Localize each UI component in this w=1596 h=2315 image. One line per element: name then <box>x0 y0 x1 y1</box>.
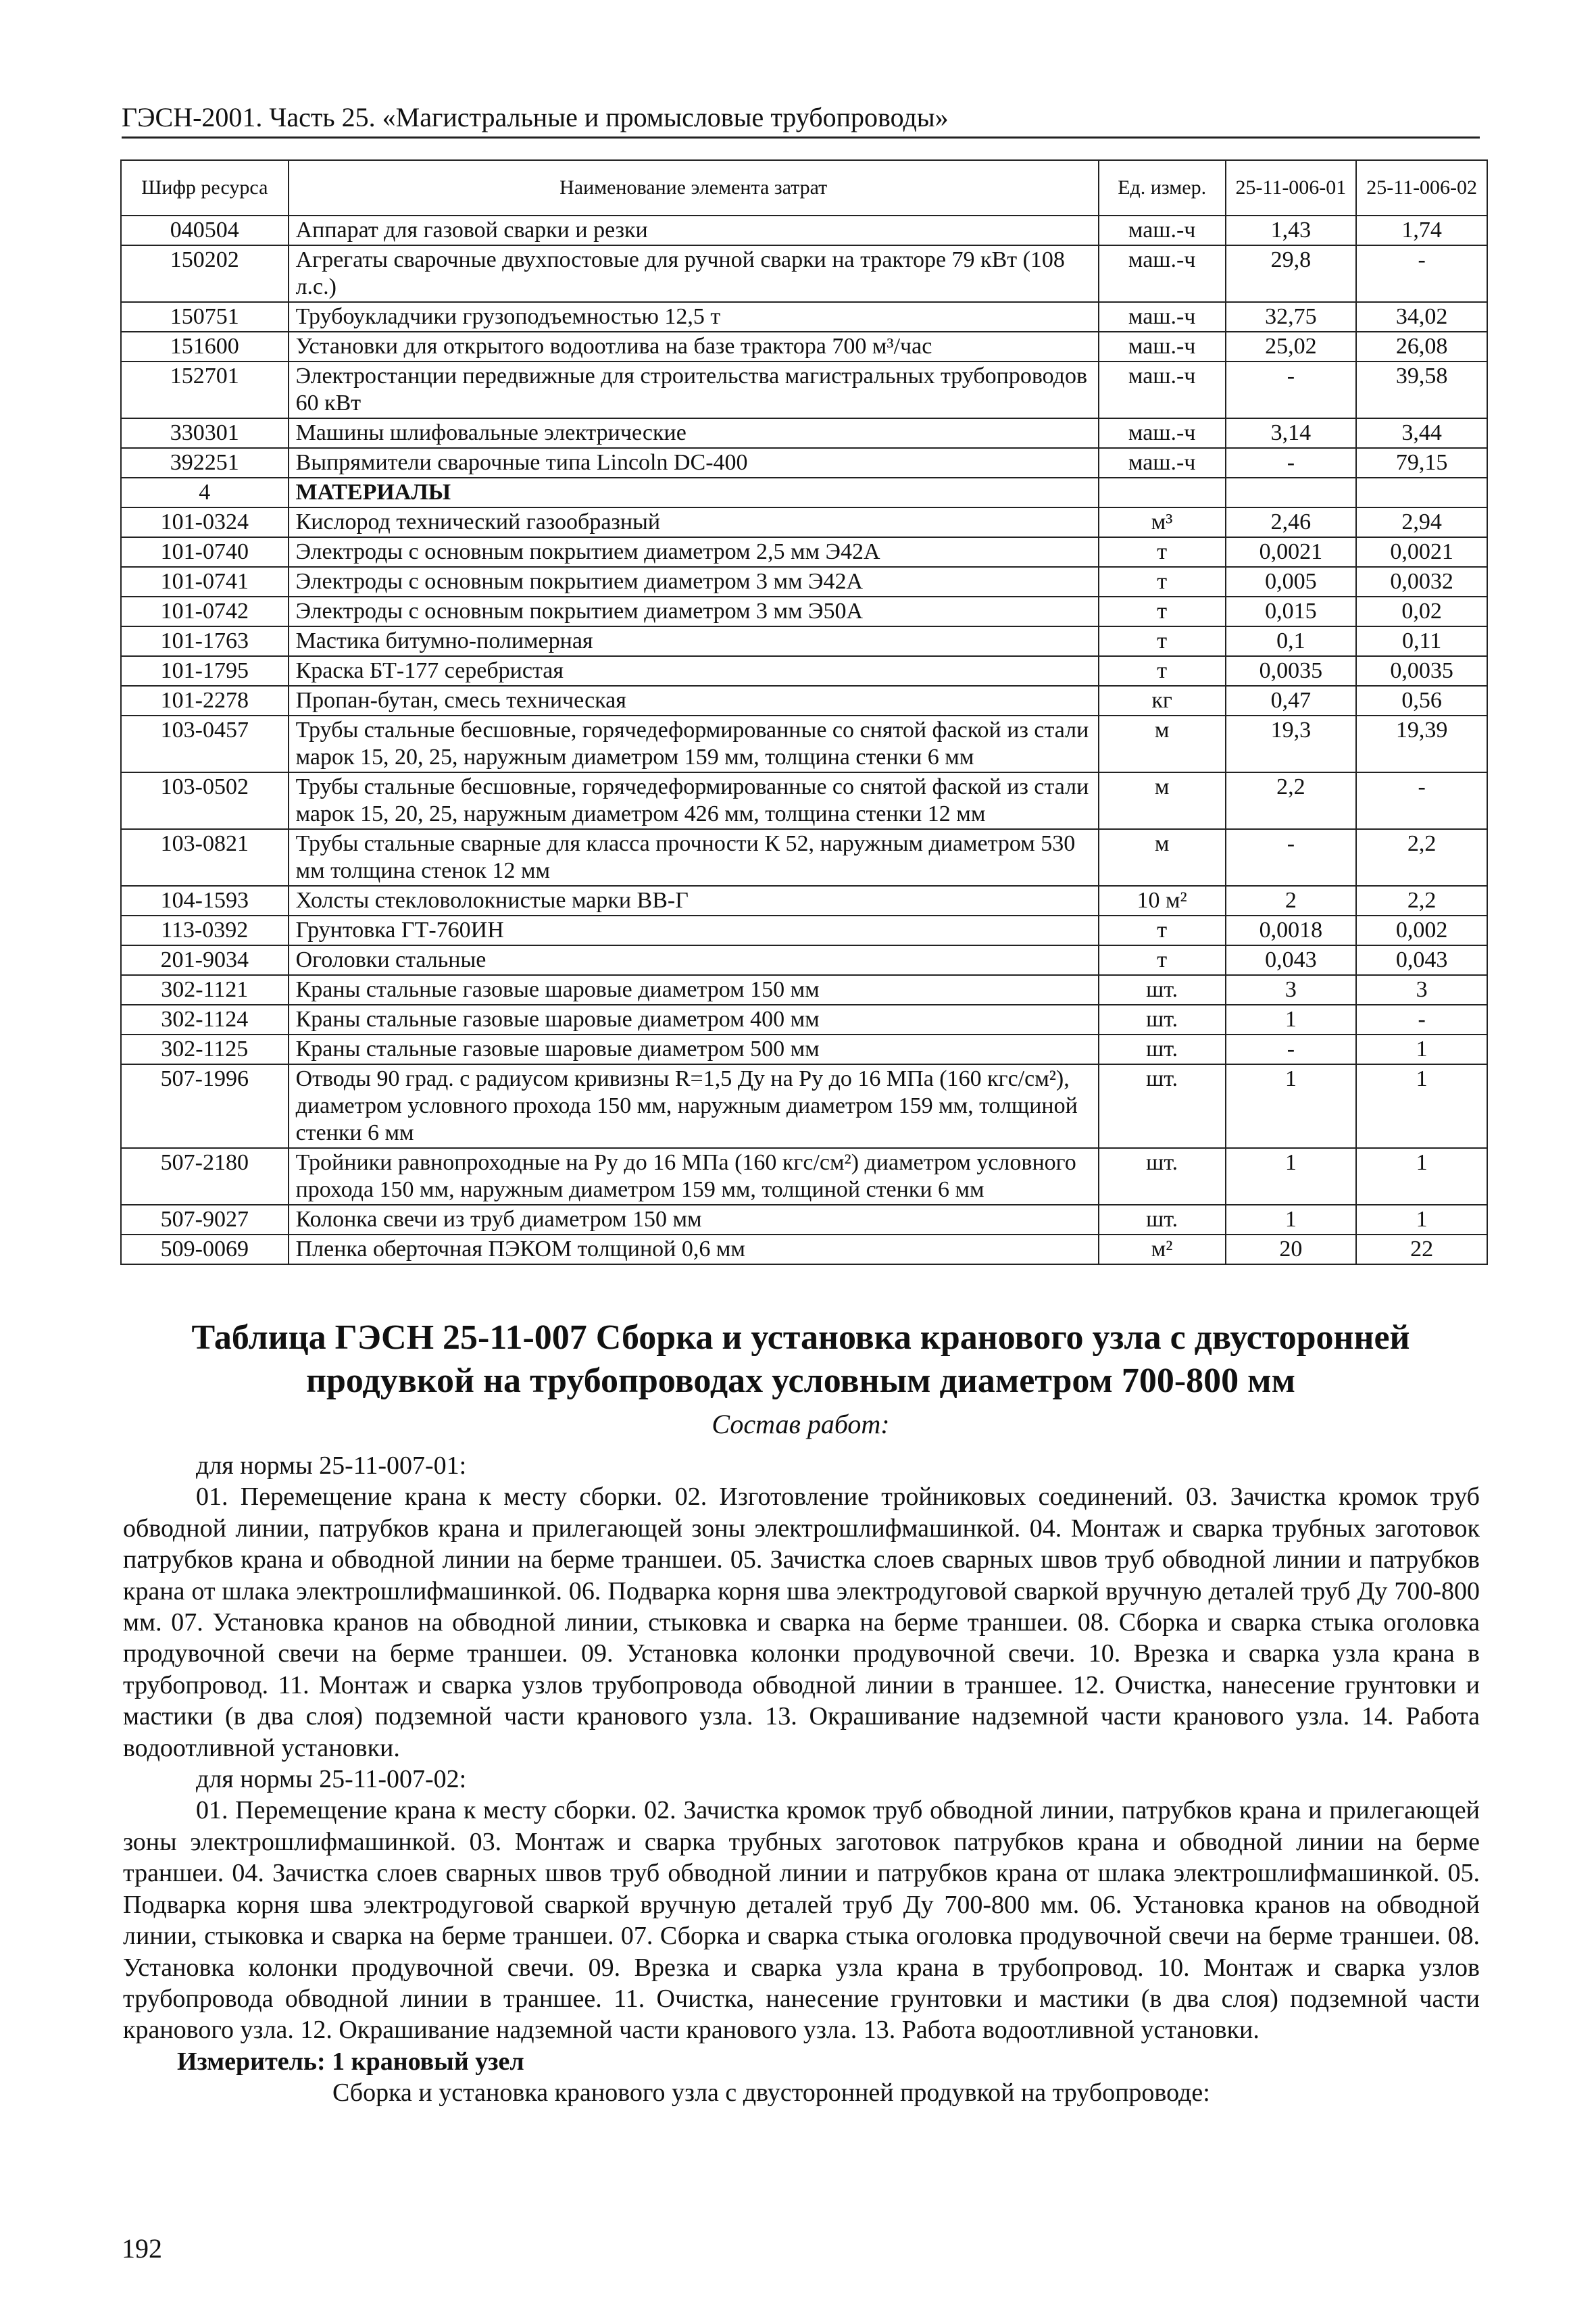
cell-name: Краны стальные газовые шаровые диаметром 500 мм <box>289 1035 1099 1064</box>
cell-norm-02: 0,043 <box>1356 945 1487 975</box>
cell-name: Тройники равнопроходные на Ру до 16 МПа (160 кгс/см²) диаметром условного прохода 150 мм, наружным диаметром 159 мм, толщиной стенки 6 мм <box>289 1148 1099 1205</box>
cell-unit: шт. <box>1099 1035 1226 1064</box>
cell-unit: т <box>1099 597 1226 626</box>
cell-code: 392251 <box>121 448 289 478</box>
table-row <box>121 216 1487 245</box>
cell-name: Трубоукладчики грузоподъемностью 12,5 т <box>289 302 1099 332</box>
cell-unit: т <box>1099 945 1226 975</box>
cell-unit: шт. <box>1099 1148 1226 1205</box>
measure-unit: Измеритель: 1 крановый узел <box>177 2047 524 2076</box>
resource-table <box>120 159 1488 1265</box>
cell-name: Выпрямители сварочные типа Lincoln DC-400 <box>289 448 1099 478</box>
cell-norm-01: 0,005 <box>1226 567 1357 597</box>
cell-norm-02: 2,2 <box>1356 829 1487 886</box>
cell-code: 113-0392 <box>121 916 289 945</box>
table-row <box>121 945 1487 975</box>
cell-code: 101-1795 <box>121 656 289 686</box>
cell-code: 507-2180 <box>121 1148 289 1205</box>
cell-norm-02: 0,0035 <box>1356 656 1487 686</box>
table-row <box>121 975 1487 1005</box>
cell-code: 103-0821 <box>121 829 289 886</box>
cell-unit: шт. <box>1099 1005 1226 1035</box>
cell-name: Пленка оберточная ПЭКОМ толщиной 0,6 мм <box>289 1235 1099 1264</box>
cell-norm-02: 1,74 <box>1356 216 1487 245</box>
cell-unit: маш.-ч <box>1099 448 1226 478</box>
table-row <box>121 448 1487 478</box>
cell-norm-02: 0,002 <box>1356 916 1487 945</box>
column-header-norm-02: 25-11-006-02 <box>1356 160 1487 216</box>
cell-code: 104-1593 <box>121 886 289 916</box>
cell-norm-01: 1 <box>1226 1005 1357 1035</box>
cell-norm-01: 0,0018 <box>1226 916 1357 945</box>
cell-norm-01: - <box>1226 362 1357 418</box>
table-row <box>121 507 1487 537</box>
cell-unit: шт. <box>1099 1064 1226 1148</box>
cell-name: Краны стальные газовые шаровые диаметром 150 мм <box>289 975 1099 1005</box>
table-body <box>121 216 1487 1264</box>
norm-02-text: 01. Перемещение крана к месту сборки. 02. Зачистка кромок труб обводной линии, патрубков крана и прилегающей зоны электрошлифмашинкой. 03. Монтаж и сварка трубных заготовок патрубков крана и обводной линии на берме траншеи. 04. Зачистка слоев сварных швов труб обводной линии и патрубков крана от шлака электрошлифмашинкой. 05. Подварка корня шва электродуговой сваркой вручную деталей труб Ду 700-800 мм. 06. Установка кранов на обводной линии, стыковка и сварка на берме траншеи. 07. Сборка и сварка стыка оголовка продувочной свечи на берме траншеи. 08. Установка колонки продувочной свечи. 09. Врезка и сварка узла крана в трубопровод. 10. Монтаж и сварка узлов трубопровода обводной линии в траншее. 11. Очистка, нанесение грунтовки и мастики (в два слоя) подземной части кранового узла. 12. Окрашивание надземной части кранового узла. 13. Работа водоотливной установки. <box>123 1796 1480 2045</box>
cell-unit: маш.-ч <box>1099 362 1226 418</box>
cell-norm-01 <box>1226 478 1357 507</box>
cell-name: Трубы стальные бесшовные, горячедеформированные со снятой фаской из стали марок 15, 20, 25, наружным диаметром 426 мм, толщина стенки 12 мм <box>289 772 1099 829</box>
cell-name: Краска БТ-177 серебристая <box>289 656 1099 686</box>
cell-norm-02: 0,0021 <box>1356 537 1487 567</box>
cell-unit: 10 м² <box>1099 886 1226 916</box>
cell-norm-02: 79,15 <box>1356 448 1487 478</box>
cell-code: 101-1763 <box>121 626 289 656</box>
cell-norm-02: 19,39 <box>1356 716 1487 772</box>
table-row <box>121 1205 1487 1235</box>
cell-code: 103-0502 <box>121 772 289 829</box>
cell-norm-01: 0,47 <box>1226 686 1357 716</box>
cell-unit: м <box>1099 716 1226 772</box>
cell-name: Колонка свечи из труб диаметром 150 мм <box>289 1205 1099 1235</box>
cell-code: 201-9034 <box>121 945 289 975</box>
cell-name: Аппарат для газовой сварки и резки <box>289 216 1099 245</box>
cell-unit: м <box>1099 829 1226 886</box>
cell-name: Холсты стекловолокнистые марки ВВ-Г <box>289 886 1099 916</box>
cell-unit: т <box>1099 916 1226 945</box>
table-row <box>121 626 1487 656</box>
cell-name: Оголовки стальные <box>289 945 1099 975</box>
cell-code: 150751 <box>121 302 289 332</box>
table-row <box>121 829 1487 886</box>
cell-norm-02: 3 <box>1356 975 1487 1005</box>
cell-norm-01: 2 <box>1226 886 1357 916</box>
cell-name: Мастика битумно-полимерная <box>289 626 1099 656</box>
table-row <box>121 245 1487 302</box>
cell-norm-01: 1 <box>1226 1064 1357 1148</box>
cell-unit: маш.-ч <box>1099 302 1226 332</box>
works-label: Состав работ: <box>712 1409 890 1439</box>
cell-code: 101-0741 <box>121 567 289 597</box>
cell-norm-01: 19,3 <box>1226 716 1357 772</box>
cell-name: Электроды с основным покрытием диаметром 2,5 мм Э42А <box>289 537 1099 567</box>
running-header: ГЭСН-2001. Часть 25. «Магистральные и промысловые трубопроводы» <box>122 101 1480 139</box>
cell-code: 507-1996 <box>121 1064 289 1148</box>
cell-norm-02: 0,11 <box>1356 626 1487 656</box>
cell-code: 040504 <box>121 216 289 245</box>
cell-name: Трубы стальные бесшовные, горячедеформированные со снятой фаской из стали марок 15, 20, 25, наружным диаметром 159 мм, толщина стенки 6 мм <box>289 716 1099 772</box>
cell-code: 101-0740 <box>121 537 289 567</box>
cell-norm-01: 25,02 <box>1226 332 1357 362</box>
table-row <box>121 772 1487 829</box>
cell-norm-01: 0,015 <box>1226 597 1357 626</box>
cell-unit: т <box>1099 537 1226 567</box>
cell-norm-01: 0,043 <box>1226 945 1357 975</box>
cell-norm-02: 1 <box>1356 1064 1487 1148</box>
cell-norm-02: 0,56 <box>1356 686 1487 716</box>
cell-norm-02: 26,08 <box>1356 332 1487 362</box>
cell-norm-02 <box>1356 478 1487 507</box>
table-row <box>121 537 1487 567</box>
cell-code: 507-9027 <box>121 1205 289 1235</box>
column-header-norm-01: 25-11-006-01 <box>1226 160 1357 216</box>
table-row <box>121 916 1487 945</box>
table-row <box>121 1235 1487 1264</box>
table-row <box>121 418 1487 448</box>
cell-code: 101-0324 <box>121 507 289 537</box>
table-header-row <box>121 160 1487 216</box>
cell-name: Агрегаты сварочные двухпостовые для ручной сварки на тракторе 79 кВт (108 л.с.) <box>289 245 1099 302</box>
section-row <box>121 478 1487 507</box>
column-header-code: Шифр ресурса <box>121 160 289 216</box>
cell-norm-01: 20 <box>1226 1235 1357 1264</box>
table-row <box>121 656 1487 686</box>
cell-name: Краны стальные газовые шаровые диаметром 400 мм <box>289 1005 1099 1035</box>
cell-name: Отводы 90 град. с радиусом кривизны R=1,5 Ду на Ру до 16 МПа (160 кгс/см²), диаметром условного прохода 150 мм, наружным диаметром 159 мм, толщиной стенки 6 мм <box>289 1064 1099 1148</box>
cell-unit: м² <box>1099 1235 1226 1264</box>
cell-code: 101-0742 <box>121 597 289 626</box>
cell-name: Грунтовка ГТ-760ИН <box>289 916 1099 945</box>
cell-unit: т <box>1099 567 1226 597</box>
cell-name: Электроды с основным покрытием диаметром 3 мм Э50А <box>289 597 1099 626</box>
cell-norm-02: 3,44 <box>1356 418 1487 448</box>
cell-norm-01: - <box>1226 448 1357 478</box>
cell-norm-02: 34,02 <box>1356 302 1487 332</box>
page-number: 192 <box>122 2233 162 2264</box>
cell-norm-01: 3,14 <box>1226 418 1357 448</box>
cell-unit: шт. <box>1099 1205 1226 1235</box>
cell-norm-01: - <box>1226 829 1357 886</box>
cell-code: 152701 <box>121 362 289 418</box>
cell-name: Электроды с основным покрытием диаметром 3 мм Э42А <box>289 567 1099 597</box>
cell-norm-01: - <box>1226 1035 1357 1064</box>
cell-norm-02: 1 <box>1356 1148 1487 1205</box>
cell-unit: м <box>1099 772 1226 829</box>
works-body <box>123 1450 1480 2109</box>
cell-norm-02: - <box>1356 245 1487 302</box>
cell-norm-01: 2,2 <box>1226 772 1357 829</box>
table-caption: Сборка и установка кранового узла с двусторонней продувкой на трубопроводе: <box>332 2078 1210 2108</box>
column-header-unit: Ед. измер. <box>1099 160 1226 216</box>
cell-unit: маш.-ч <box>1099 332 1226 362</box>
table-row <box>121 1005 1487 1035</box>
cell-name: Пропан-бутан, смесь техническая <box>289 686 1099 716</box>
table-row <box>121 597 1487 626</box>
cell-code: 103-0457 <box>121 716 289 772</box>
cell-unit: м³ <box>1099 507 1226 537</box>
section-title: Таблица ГЭСН 25-11-007 Сборка и установка кранового узла с двусторонней продувкой на трубопроводах условным диаметром 700-800 мм <box>191 1318 1410 1400</box>
cell-norm-02: 2,94 <box>1356 507 1487 537</box>
cell-unit <box>1099 478 1226 507</box>
norm-01-text: 01. Перемещение крана к месту сборки. 02. Изготовление тройниковых соединений. 03. Зачистка кромок труб обводной линии, патрубков крана и прилегающей зоны электрошлифмашинкой. 04. Монтаж и сварка трубных заготовок патрубков крана и обводной линии на берме траншеи. 05. Зачистка слоев сварных швов труб обводной линии и патрубков крана от шлака электрошлифмашинкой. 06. Подварка корня шва электродуговой сваркой вручную деталей труб Ду 700-800 мм. 07. Установка кранов на обводной линии, стыковка и сварка на берме траншеи. 08. Сборка и сварка стыка оголовка продувочной свечи на берме траншеи. 09. Установка колонки продувочной свечи. 10. Врезка и сварка узла крана в трубопровод. 11. Монтаж и сварка узлов трубопровода обводной линии в траншее. 12. Очистка, нанесение грунтовки и мастики (в два слоя) подземной части кранового узла. 13. Окрашивание надземной части кранового узла. 14. Работа водоотливной установки. <box>123 1483 1480 1762</box>
cell-name: Кислород технический газообразный <box>289 507 1099 537</box>
table-row <box>121 886 1487 916</box>
cell-norm-02: 2,2 <box>1356 886 1487 916</box>
cell-norm-01: 1,43 <box>1226 216 1357 245</box>
cell-name: Машины шлифовальные электрические <box>289 418 1099 448</box>
table-row <box>121 1035 1487 1064</box>
cell-unit: маш.-ч <box>1099 418 1226 448</box>
cell-norm-01: 0,0035 <box>1226 656 1357 686</box>
cell-norm-01: 1 <box>1226 1205 1357 1235</box>
table-row <box>121 302 1487 332</box>
cell-norm-02: - <box>1356 772 1487 829</box>
cell-code: 302-1125 <box>121 1035 289 1064</box>
cell-norm-02: 0,0032 <box>1356 567 1487 597</box>
cell-norm-02: 1 <box>1356 1205 1487 1235</box>
column-header-name: Наименование элемента затрат <box>289 160 1099 216</box>
cell-code: 150202 <box>121 245 289 302</box>
cell-norm-01: 1 <box>1226 1148 1357 1205</box>
table-row <box>121 1148 1487 1205</box>
table-row <box>121 332 1487 362</box>
cell-name: Трубы стальные сварные для класса прочности К 52, наружным диаметром 530 мм толщина стенок 12 мм <box>289 829 1099 886</box>
table-row <box>121 362 1487 418</box>
table-row <box>121 716 1487 772</box>
cell-code: 302-1121 <box>121 975 289 1005</box>
cell-unit: т <box>1099 656 1226 686</box>
cell-norm-02: 22 <box>1356 1235 1487 1264</box>
cell-name: Электростанции передвижные для строительства магистральных трубопроводов 60 кВт <box>289 362 1099 418</box>
table-row <box>121 1064 1487 1148</box>
cell-code: 302-1124 <box>121 1005 289 1035</box>
cell-code: 330301 <box>121 418 289 448</box>
cell-name: Установки для открытого водоотлива на базе трактора 700 м³/час <box>289 332 1099 362</box>
cell-code: 101-2278 <box>121 686 289 716</box>
cell-unit: кг <box>1099 686 1226 716</box>
cell-unit: маш.-ч <box>1099 216 1226 245</box>
cell-norm-02: 39,58 <box>1356 362 1487 418</box>
norm-01-label: для нормы 25-11-007-01: <box>196 1451 467 1480</box>
cell-norm-02: 1 <box>1356 1035 1487 1064</box>
cell-norm-01: 0,0021 <box>1226 537 1357 567</box>
cell-code: 151600 <box>121 332 289 362</box>
cell-norm-01: 32,75 <box>1226 302 1357 332</box>
cell-unit: маш.-ч <box>1099 245 1226 302</box>
cell-name: МАТЕРИАЛЫ <box>289 478 1099 507</box>
cell-unit: т <box>1099 626 1226 656</box>
cell-norm-01: 2,46 <box>1226 507 1357 537</box>
cell-norm-01: 0,1 <box>1226 626 1357 656</box>
cell-norm-01: 3 <box>1226 975 1357 1005</box>
cell-unit: шт. <box>1099 975 1226 1005</box>
cell-norm-02: - <box>1356 1005 1487 1035</box>
cell-norm-02: 0,02 <box>1356 597 1487 626</box>
cell-norm-01: 29,8 <box>1226 245 1357 302</box>
table-row <box>121 686 1487 716</box>
cell-code: 509-0069 <box>121 1235 289 1264</box>
cell-code: 4 <box>121 478 289 507</box>
norm-02-label: для нормы 25-11-007-02: <box>196 1765 467 1794</box>
table-row <box>121 567 1487 597</box>
